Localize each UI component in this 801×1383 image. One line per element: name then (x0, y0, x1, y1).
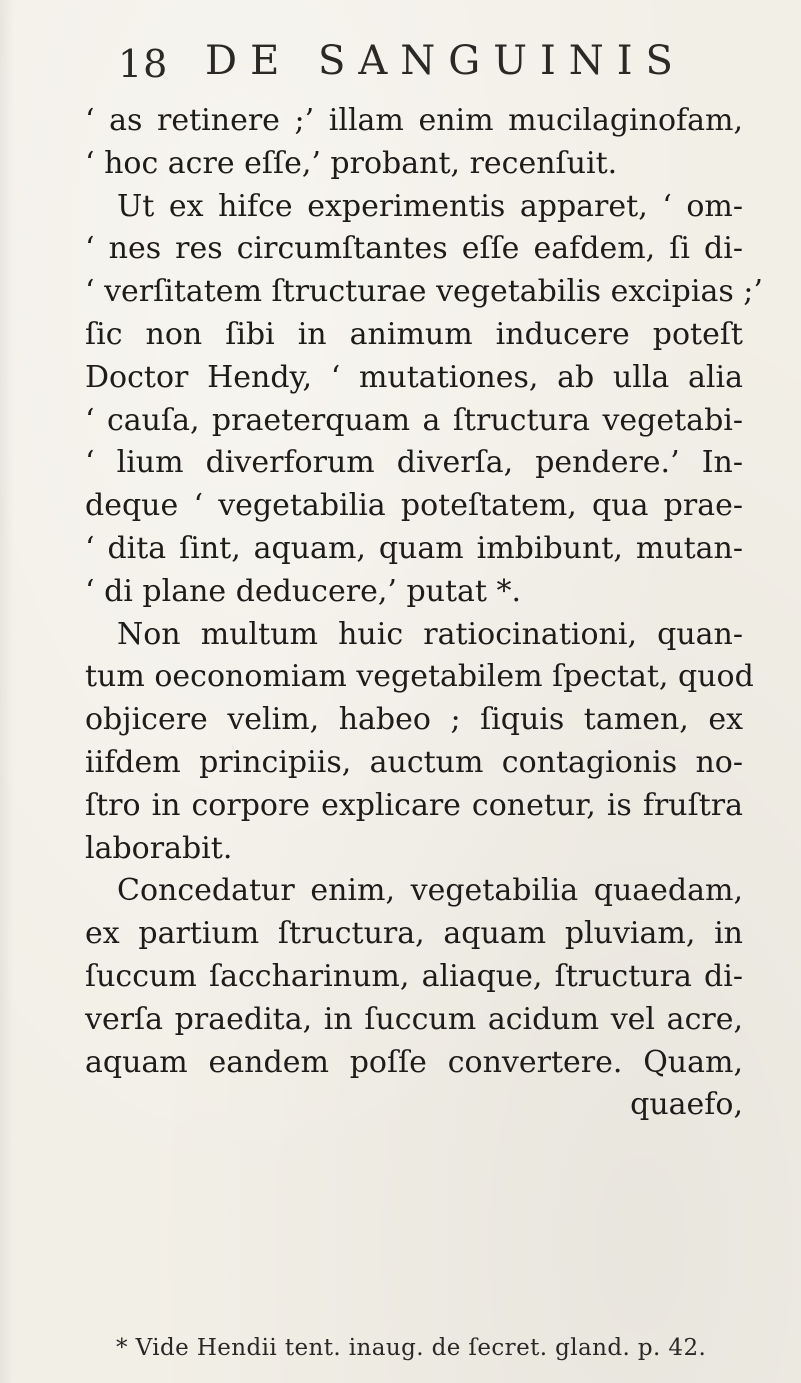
text-line: verſa praedita, in ſuccum acidum vel acre, (85, 1001, 743, 1037)
text-line: Non multum huic ratiocinationi, quan- (117, 616, 743, 652)
text-line: ſuccum ſaccharinum, aliaque, ſtructura di- (85, 958, 743, 994)
text-line: ‘ as retinere ;’ illam enim mucilaginofam, (85, 103, 743, 138)
running-head: DE SANGUINIS (205, 38, 686, 84)
footnote: * Vide Hendii tent. inaug. de ſecret. gland. p. 42. (116, 1335, 707, 1361)
page-number: 18 (118, 42, 169, 86)
page-header (100, 38, 740, 88)
text-line: objicere velim, habeo ; ſiquis tamen, ex (85, 702, 743, 738)
text-line: ‘ lium diverforum diverſa, pendere.’ In- (85, 445, 743, 481)
text-line: laborabit. (85, 830, 233, 866)
text-line: tum oeconomiam vegetabilem ſpectat, quod (85, 659, 754, 695)
text-line: ex partium ſtructura, aquam pluviam, in (85, 916, 743, 952)
page-edge-shadow (0, 0, 14, 1383)
catchword: quaefo, (630, 1087, 743, 1123)
text-line: Doctor Hendy, ‘ mutationes, ab ulla alia (85, 359, 743, 395)
text-line: ‘ nes res circumſtantes eſſe eafdem, ſi di- (85, 231, 743, 267)
body-text (85, 100, 763, 1127)
text-line: Concedatur enim, vegetabilia quaedam, (117, 873, 743, 909)
text-line: iifdem principiis, auctum contagionis no- (85, 744, 743, 780)
text-line: ‘ di plane deducere,’ putat *. (85, 573, 522, 609)
text-line: ‘ dita ſint, aquam, quam imbibunt, mutan- (85, 530, 743, 566)
text-line: Ut ex hifce experimentis apparet, ‘ om- (117, 188, 743, 224)
text-line: deque ‘ vegetabilia poteſtatem, qua prae- (85, 488, 743, 524)
text-line: ‘ hoc acre eſſe,’ probant, recenſuit. (85, 145, 618, 181)
text-line: ſtro in corpore explicare conetur, is fruſtra (85, 787, 743, 823)
text-line: ‘ verſitatem ſtructurae vegetabilis excipias ;’ (85, 274, 763, 310)
text-line: ‘ cauſa, praeterquam a ſtructura vegetabi- (85, 402, 743, 438)
text-line: aquam eandem poſſe convertere. Quam, (85, 1044, 743, 1080)
text-line: ſic non ſibi in animum inducere poteſt (85, 316, 743, 352)
